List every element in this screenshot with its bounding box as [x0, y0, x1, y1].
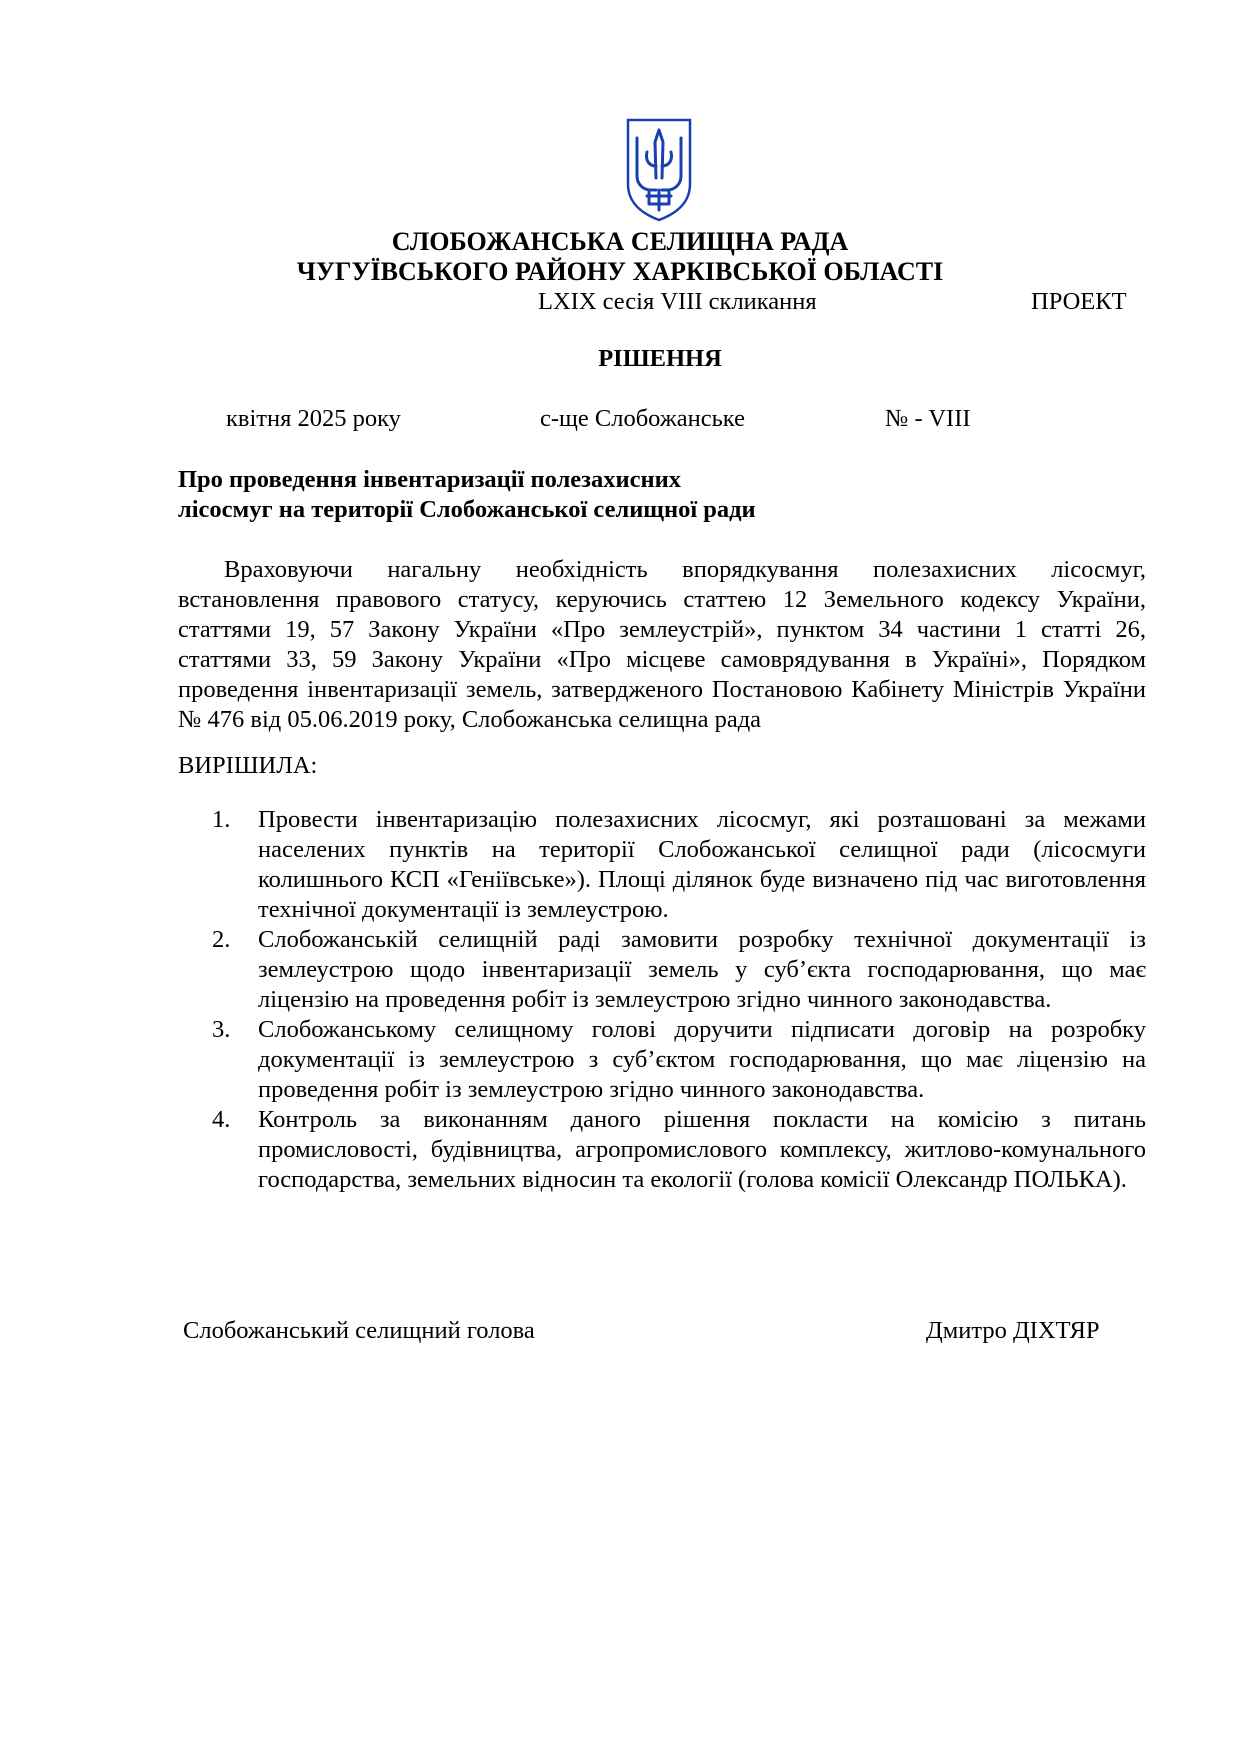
signatory-position: Слобожанський селищний голова [183, 1317, 535, 1344]
item-text: Слобожанській селищній раді замовити розробку технічної документації із землеустрою щодо інвентаризації земель у суб’єкта господарювання, що має ліцензію на проведення робіт із землеустрою згідно чинного законодавства. [258, 926, 1146, 1013]
preamble-paragraph: Враховуючи нагальну необхідність впорядкування полезахисних лісосмуг, встановлення правового статусу, керуючись статтею 12 Земельного кодексу України, статтями 19, 57 Закону України «Про землеустрій», пунктом 34 частини 1 статті 26, статтями 33, 59 Закону України «Про місцеве самоврядування в Україні», Порядком проведення інвентаризації земель, затвердженого Постановою Кабінету Міністрів України № 476 від 05.06.2019 року, Слобожанська селищна рада [178, 556, 1146, 733]
trident-coat-of-arms-icon [625, 118, 693, 222]
decision-item [212, 1015, 1146, 1105]
decision-item [212, 1105, 1146, 1195]
item-text: Слобожанському селищному голові доручити підписати договір на розробку документації із землеустрою з суб’єктом господарювання, що має ліцензію на проведення робіт із землеустрою згідно чинного законодавства. [258, 1016, 1146, 1103]
council-name: СЛОБОЖАНСЬКА СЕЛИЩНА РАДА [391, 227, 849, 256]
session-info: LXIX сесія VIII скликання [538, 288, 817, 315]
item-number: 1. [212, 806, 231, 833]
item-text: Провести інвентаризацію полезахисних лісосмуг, які розташовані за межами населених пунктів на території Слобожанської селищної ради (лісосмуги колишнього КСП «Геніївське»). Площі ділянок буде визначено під час виготовлення технічної документації із землеустрою. [258, 806, 1146, 923]
decision-date: квітня 2025 року [226, 405, 401, 432]
decision-items-list [212, 805, 1146, 1195]
document-type: РІШЕННЯ [598, 345, 722, 372]
item-number: 4. [212, 1106, 231, 1133]
draft-mark: ПРОЕКТ [1031, 288, 1127, 315]
subject-line-1: Про проведення інвентаризації полезахисних [178, 466, 682, 493]
item-number: 2. [212, 926, 231, 953]
decision-number: № - VIII [885, 405, 971, 432]
decided-label: ВИРІШИЛА: [178, 752, 318, 779]
item-text: Контроль за виконанням даного рішення покласти на комісію з питань промисловості, будівництва, агропромислового комплексу, житлово-комунального господарства, земельних відносин та екології (голова комісії Олександр ПОЛЬКА). [258, 1106, 1146, 1193]
council-region: ЧУГУЇВСЬКОГО РАЙОНУ ХАРКІВСЬКОЇ ОБЛАСТІ [296, 257, 944, 286]
item-number: 3. [212, 1016, 231, 1043]
decision-item [212, 925, 1146, 1015]
decision-item [212, 805, 1146, 925]
signatory-name: Дмитро ДІХТЯР [926, 1317, 1100, 1344]
subject-line-2: лісосмуг на території Слобожанської селищної ради [178, 496, 756, 523]
decision-place: с-ще Слобожанське [540, 405, 745, 432]
